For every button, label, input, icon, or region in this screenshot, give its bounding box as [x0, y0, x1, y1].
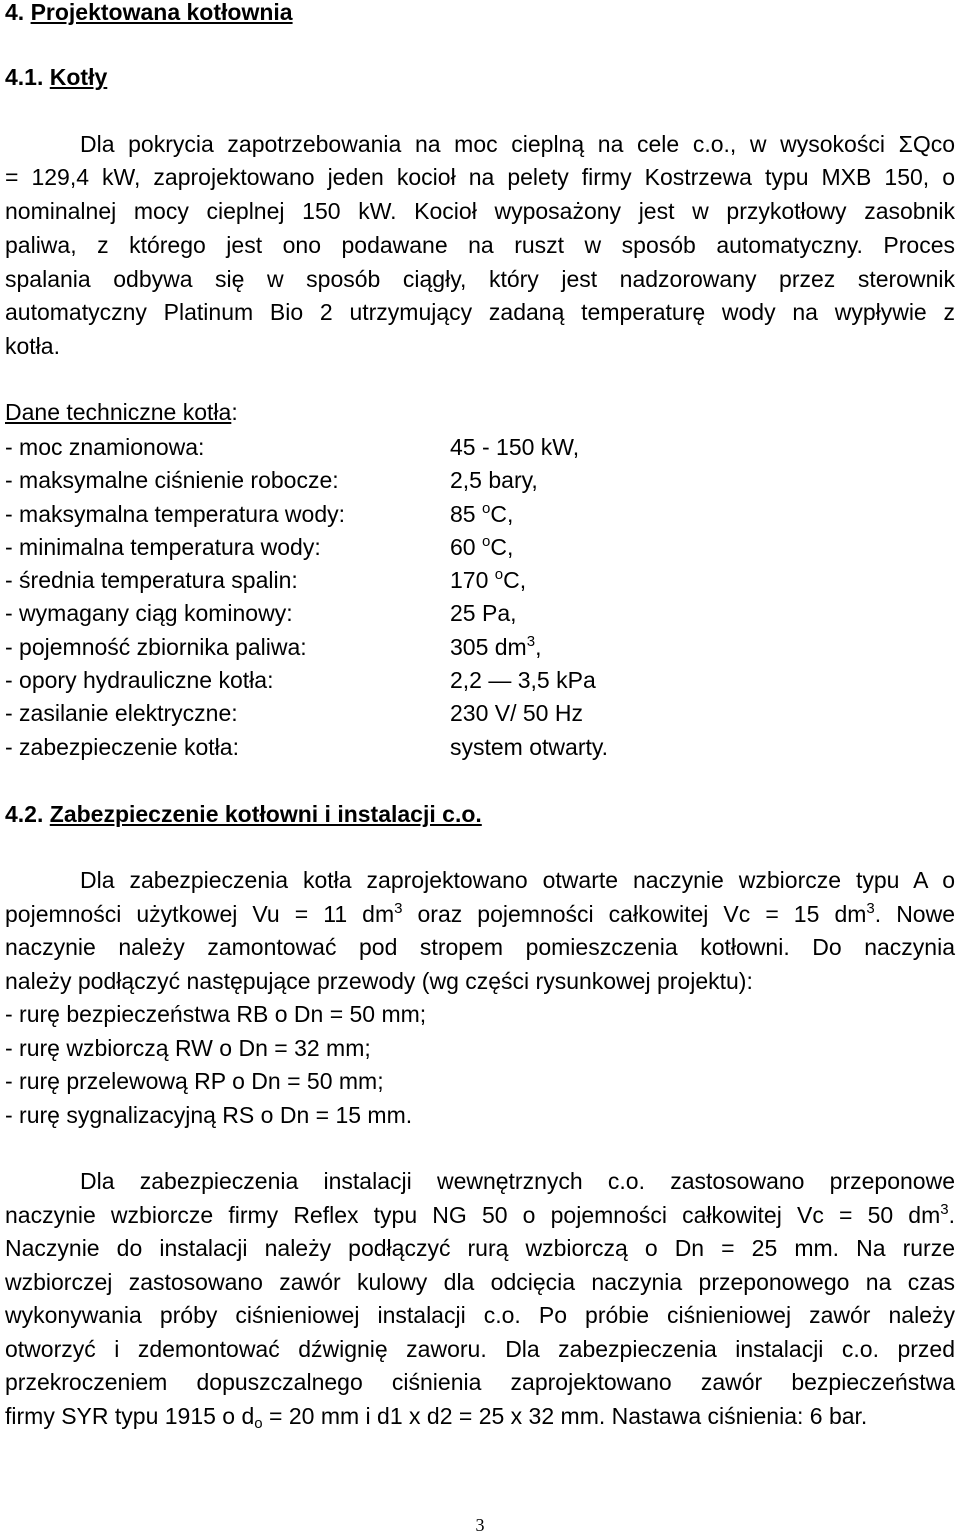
para1-line: automatyczny Platinum Bio 2 utrzymujący zadaną temperaturę wody na wypływie z: [5, 299, 955, 325]
para3-line: wykonywania próby ciśnieniowej instalacji c.o. Po próbie ciśnieniowej zawór należy: [5, 1302, 955, 1328]
specs-title-text: Dane techniczne kotła: [5, 399, 232, 425]
spec-label: - wymagany ciąg kominowy:: [5, 600, 293, 626]
para2-line: należy podłączyć następujące przewody (wg części rysunkowej projektu):: [5, 968, 753, 994]
spec-value: 45 - 150 kW,: [450, 434, 580, 460]
spec-value: 170 $^o$C,: [450, 566, 527, 593]
spec-value: system otwarty.: [450, 734, 609, 760]
spec-label: - maksymalne ciśnienie robocze:: [5, 467, 339, 493]
page-number: 3: [475, 1515, 485, 1535]
spec-label: - zasilanie elektryczne:: [5, 700, 238, 726]
spec-value: 85 $^o$C,: [450, 500, 514, 527]
spec-value: 60 $^o$C,: [450, 533, 514, 560]
list-item: - rurę przelewową RP o Dn = 50 mm;: [5, 1068, 384, 1094]
para1-line: spalania odbywa się w sposób ciągły, który jest nadzorowany przez sterownik: [5, 266, 955, 292]
spec-label: - maksymalna temperatura wody:: [5, 501, 346, 527]
para3-line: Dla zabezpieczenia instalacji wewnętrznych c.o. zastosowano przeponowe: [80, 1168, 955, 1194]
subsection-heading: [5, 63, 955, 91]
section-title: Projektowana kotłownia: [30, 0, 293, 25]
specs-title: Dane techniczne kotła:: [5, 399, 238, 425]
subsection-number: 4.2.: [5, 801, 44, 827]
para1-line: Dla pokrycia zapotrzebowania na moc cieplną na cele c.o., w wysokości ΣQco: [80, 131, 955, 157]
para2-line: naczynie należy zamontować pod stropem pomieszczenia kotłowni. Do naczynia: [5, 934, 955, 960]
spec-value: 230 V/ 50 Hz: [450, 700, 583, 726]
para1-line: paliwa, z którego jest ono podawane na ruszt w sposób automatyczny. Proces: [5, 232, 955, 258]
list-item: - rurę bezpieczeństwa RB o Dn = 50 mm;: [5, 1001, 427, 1027]
spec-label: - moc znamionowa:: [5, 434, 205, 460]
para3-line: firmy SYR typu 1915 o $d_o = 20$ mm i d1 x d2 = 25 x 32 mm. Nastawa ciśnienia: 6 bar.: [5, 1403, 868, 1432]
para3-line: Naczynie do instalacji należy podłączyć rurą wzbiorczą o Dn = 25 mm. Na rurze: [5, 1235, 955, 1261]
spec-value: 2,2 — 3,5 kPa: [450, 667, 596, 693]
spec-label: - minimalna temperatura wody:: [5, 534, 321, 560]
list-item: - rurę sygnalizacyjną RS o Dn = 15 mm.: [5, 1102, 413, 1128]
list-item: - rurę wzbiorczą RW o Dn = 32 mm;: [5, 1035, 371, 1061]
spec-value: 25 Pa,: [450, 600, 517, 626]
para3-line: przekroczeniem dopuszczalnego ciśnienia zaprojektowano zawór bezpieczeństwa: [5, 1369, 955, 1395]
subsection-heading: [5, 800, 955, 828]
section-heading: [5, 0, 955, 26]
spec-label: - pojemność zbiornika paliwa:: [5, 634, 307, 660]
para1-line: nominalnej mocy cieplnej 150 kW. Kocioł wyposażony jest w przykotłowy zasobnik: [5, 198, 955, 224]
para3-line: wzbiorczej zastosowano zawór kulowy dla odcięcia naczynia przeponowego na czas: [5, 1269, 955, 1295]
section-number: 4.: [5, 0, 25, 25]
subsection-title: Kotły: [49, 64, 108, 90]
spec-label: - średnia temperatura spalin:: [5, 567, 298, 593]
para1-line: kotła.: [5, 333, 60, 359]
para3-line: naczynie wzbiorcze firmy Reflex typu NG 50 o pojemności całkowitej Vc = 50 $dm^3$.: [5, 1201, 955, 1228]
spec-value: 2,5 bary,: [450, 467, 538, 493]
subsection-number: 4.1.: [5, 64, 44, 90]
para2-line: pojemności użytkowej Vu = 11 $dm^3$ oraz pojemności całkowitej Vc = 15 $dm^3$. Nowe: [5, 900, 955, 927]
spec-label: - zabezpieczenie kotła:: [5, 734, 239, 760]
para2-line: Dla zabezpieczenia kotła zaprojektowano otwarte naczynie wzbiorcze typu A o: [80, 867, 955, 893]
para1-line: = 129,4 kW, zaprojektowano jeden kocioł na pelety firmy Kostrzewa typu MXB 150, o: [5, 164, 955, 190]
spec-label: - opory hydrauliczne kotła:: [5, 667, 274, 693]
spec-value: 305 $dm^3$,: [450, 633, 542, 660]
para3-line: otworzyć i zdemontować dźwignię zaworu. Dla zabezpieczenia instalacji c.o. przed: [5, 1336, 955, 1362]
subsection-title: Zabezpieczenie kotłowni i instalacji c.o.: [49, 801, 482, 827]
